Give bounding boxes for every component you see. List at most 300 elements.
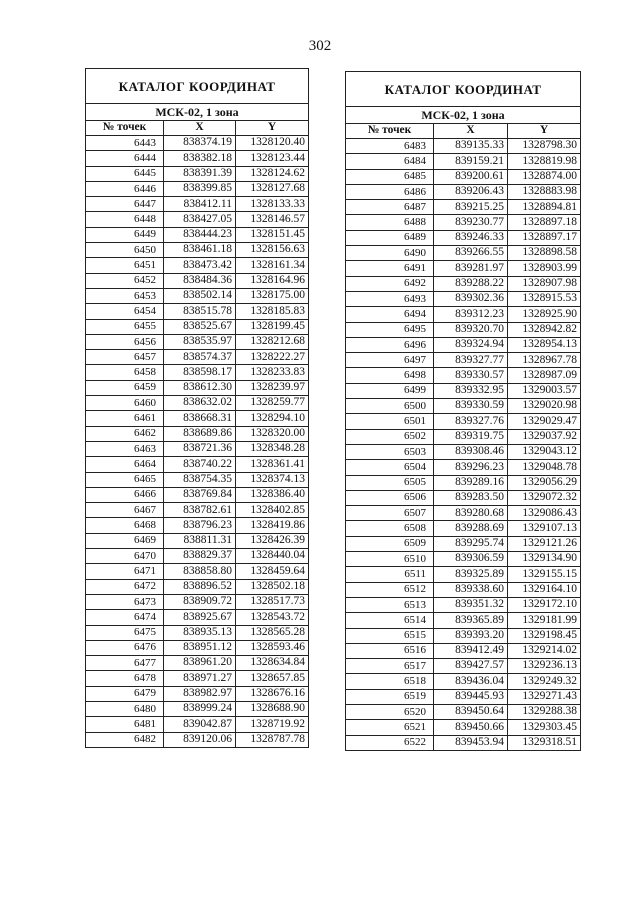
x-coordinate: 838935.13 — [164, 625, 236, 640]
x-coordinate: 839120.06 — [164, 732, 236, 747]
x-coordinate: 839042.87 — [164, 717, 236, 732]
x-coordinate: 838782.61 — [164, 503, 236, 518]
table-row — [346, 490, 581, 505]
y-coordinate: 1329037.92 — [508, 429, 581, 444]
x-coordinate: 838896.52 — [164, 579, 236, 594]
y-coordinate: 1329056.29 — [508, 475, 581, 490]
point-number: 6471 — [86, 564, 164, 579]
x-coordinate: 839427.57 — [434, 659, 508, 674]
x-coordinate: 839283.50 — [434, 490, 508, 505]
y-coordinate: 1328894.81 — [508, 200, 581, 215]
y-coordinate: 1328459.64 — [236, 564, 309, 579]
point-number: 6508 — [346, 521, 434, 536]
point-number: 6456 — [86, 334, 164, 349]
point-number: 6521 — [346, 720, 434, 735]
column-header-y: Y — [236, 121, 309, 136]
x-coordinate: 838982.97 — [164, 686, 236, 701]
y-coordinate: 1328565.28 — [236, 625, 309, 640]
table-row — [346, 154, 581, 169]
x-coordinate: 839159.21 — [434, 154, 508, 169]
x-coordinate: 838574.37 — [164, 350, 236, 365]
point-number: 6469 — [86, 533, 164, 548]
point-number: 6472 — [86, 579, 164, 594]
x-coordinate: 839312.23 — [434, 307, 508, 322]
table-row — [86, 594, 309, 609]
y-coordinate: 1329155.15 — [508, 567, 581, 582]
x-coordinate: 838473.42 — [164, 258, 236, 273]
x-coordinate: 839289.16 — [434, 475, 508, 490]
x-coordinate: 839246.33 — [434, 230, 508, 245]
point-number: 6519 — [346, 689, 434, 704]
x-coordinate: 838525.67 — [164, 319, 236, 334]
point-number: 6488 — [346, 215, 434, 230]
y-coordinate: 1328819.98 — [508, 154, 581, 169]
y-coordinate: 1328954.13 — [508, 337, 581, 352]
y-coordinate: 1328787.78 — [236, 732, 309, 747]
table-row — [86, 457, 309, 472]
y-coordinate: 1328925.90 — [508, 307, 581, 322]
point-number: 6480 — [86, 701, 164, 716]
x-coordinate: 838632.02 — [164, 396, 236, 411]
x-coordinate: 838374.19 — [164, 136, 236, 151]
x-coordinate: 839296.23 — [434, 460, 508, 475]
x-coordinate: 838769.84 — [164, 487, 236, 502]
catalog-body — [346, 139, 581, 751]
x-coordinate: 838535.97 — [164, 334, 236, 349]
x-coordinate: 839281.97 — [434, 261, 508, 276]
x-coordinate: 839332.95 — [434, 383, 508, 398]
x-coordinate: 839319.75 — [434, 429, 508, 444]
point-number: 6455 — [86, 319, 164, 334]
table-row — [86, 564, 309, 579]
x-coordinate: 839230.77 — [434, 215, 508, 230]
y-coordinate: 1329043.12 — [508, 444, 581, 459]
point-number: 6468 — [86, 518, 164, 533]
y-coordinate: 1329020.98 — [508, 399, 581, 414]
table-row — [346, 735, 581, 750]
point-number: 6504 — [346, 460, 434, 475]
table-row — [346, 506, 581, 521]
y-coordinate: 1328133.33 — [236, 197, 309, 212]
y-coordinate: 1329249.32 — [508, 674, 581, 689]
table-row — [86, 640, 309, 655]
table-row — [86, 227, 309, 242]
point-number: 6479 — [86, 686, 164, 701]
x-coordinate: 839320.70 — [434, 322, 508, 337]
y-coordinate: 1328719.92 — [236, 717, 309, 732]
point-number: 6497 — [346, 353, 434, 368]
point-number: 6505 — [346, 475, 434, 490]
table-row — [346, 200, 581, 215]
table-row — [86, 610, 309, 625]
table-row — [346, 536, 581, 551]
point-number: 6492 — [346, 276, 434, 291]
table-row — [86, 426, 309, 441]
table-row — [86, 151, 309, 166]
point-number: 6518 — [346, 674, 434, 689]
x-coordinate: 838740.22 — [164, 457, 236, 472]
y-coordinate: 1329288.38 — [508, 704, 581, 719]
table-row — [346, 582, 581, 597]
table-row — [346, 184, 581, 199]
x-coordinate: 839412.49 — [434, 643, 508, 658]
table-row — [86, 243, 309, 258]
point-number: 6460 — [86, 396, 164, 411]
y-coordinate: 1328897.17 — [508, 230, 581, 245]
y-coordinate: 1328915.53 — [508, 291, 581, 306]
x-coordinate: 839327.76 — [434, 414, 508, 429]
table-row — [86, 549, 309, 564]
x-coordinate: 839206.43 — [434, 184, 508, 199]
x-coordinate: 839295.74 — [434, 536, 508, 551]
table-row — [346, 597, 581, 612]
y-coordinate: 1329048.78 — [508, 460, 581, 475]
x-coordinate: 838391.39 — [164, 166, 236, 181]
catalog-title: КАТАЛОГ КООРДИНАТ — [346, 72, 581, 107]
table-row — [346, 567, 581, 582]
x-coordinate: 839330.57 — [434, 368, 508, 383]
y-coordinate: 1328593.46 — [236, 640, 309, 655]
catalog-body — [86, 136, 309, 748]
y-coordinate: 1328320.00 — [236, 426, 309, 441]
x-coordinate: 838721.36 — [164, 441, 236, 456]
y-coordinate: 1329236.13 — [508, 659, 581, 674]
table-row — [86, 380, 309, 395]
point-number: 6507 — [346, 506, 434, 521]
x-coordinate: 839365.89 — [434, 613, 508, 628]
y-coordinate: 1328185.83 — [236, 304, 309, 319]
point-number: 6485 — [346, 169, 434, 184]
table-row — [86, 212, 309, 227]
table-row — [86, 396, 309, 411]
point-number: 6462 — [86, 426, 164, 441]
x-coordinate: 838829.37 — [164, 549, 236, 564]
point-number: 6489 — [346, 230, 434, 245]
point-number: 6506 — [346, 490, 434, 505]
y-coordinate: 1328419.86 — [236, 518, 309, 533]
table-row — [86, 319, 309, 334]
point-number: 6493 — [346, 291, 434, 306]
x-coordinate: 838909.72 — [164, 594, 236, 609]
point-number: 6496 — [346, 337, 434, 352]
y-coordinate: 1328402.85 — [236, 503, 309, 518]
y-coordinate: 1328676.16 — [236, 686, 309, 701]
x-coordinate: 838412.11 — [164, 197, 236, 212]
y-coordinate: 1328212.68 — [236, 334, 309, 349]
y-coordinate: 1328348.28 — [236, 441, 309, 456]
x-coordinate: 839280.68 — [434, 506, 508, 521]
point-number: 6522 — [346, 735, 434, 750]
point-number: 6453 — [86, 288, 164, 303]
y-coordinate: 1328222.27 — [236, 350, 309, 365]
point-number: 6517 — [346, 659, 434, 674]
y-coordinate: 1328903.99 — [508, 261, 581, 276]
column-header-point: № точек — [86, 121, 164, 136]
y-coordinate: 1329318.51 — [508, 735, 581, 750]
x-coordinate: 839325.89 — [434, 567, 508, 582]
y-coordinate: 1328239.97 — [236, 380, 309, 395]
column-header-x: X — [434, 124, 508, 139]
table-row — [86, 671, 309, 686]
x-coordinate: 839215.25 — [434, 200, 508, 215]
point-number: 6459 — [86, 380, 164, 395]
y-coordinate: 1328907.98 — [508, 276, 581, 291]
x-coordinate: 838689.86 — [164, 426, 236, 441]
point-number: 6477 — [86, 656, 164, 671]
page-number: 302 — [308, 38, 332, 54]
point-number: 6450 — [86, 243, 164, 258]
x-coordinate: 839351.32 — [434, 597, 508, 612]
y-coordinate: 1328897.18 — [508, 215, 581, 230]
y-coordinate: 1329172.10 — [508, 597, 581, 612]
point-number: 6513 — [346, 597, 434, 612]
x-coordinate: 839330.59 — [434, 399, 508, 414]
table-row — [346, 613, 581, 628]
y-coordinate: 1328294.10 — [236, 411, 309, 426]
table-row — [346, 689, 581, 704]
x-coordinate: 838858.80 — [164, 564, 236, 579]
y-coordinate: 1328634.84 — [236, 656, 309, 671]
point-number: 6447 — [86, 197, 164, 212]
point-number: 6449 — [86, 227, 164, 242]
point-number: 6458 — [86, 365, 164, 380]
y-coordinate: 1329003.57 — [508, 383, 581, 398]
y-coordinate: 1328967.78 — [508, 353, 581, 368]
x-coordinate: 838971.27 — [164, 671, 236, 686]
x-coordinate: 839436.04 — [434, 674, 508, 689]
y-coordinate: 1328874.00 — [508, 169, 581, 184]
x-coordinate: 839324.94 — [434, 337, 508, 352]
x-coordinate: 839306.59 — [434, 552, 508, 567]
point-number: 6503 — [346, 444, 434, 459]
point-number: 6457 — [86, 350, 164, 365]
table-row — [86, 304, 309, 319]
point-number: 6515 — [346, 628, 434, 643]
catalog-title: КАТАЛОГ КООРДИНАТ — [86, 69, 309, 104]
table-row — [86, 181, 309, 196]
y-coordinate: 1328386.40 — [236, 487, 309, 502]
table-row — [346, 353, 581, 368]
x-coordinate: 838951.12 — [164, 640, 236, 655]
point-number: 6490 — [346, 246, 434, 261]
table-row — [346, 643, 581, 658]
point-number: 6465 — [86, 472, 164, 487]
table-row — [346, 460, 581, 475]
x-coordinate: 838399.85 — [164, 181, 236, 196]
point-number: 6494 — [346, 307, 434, 322]
y-coordinate: 1329086.43 — [508, 506, 581, 521]
y-coordinate: 1328657.85 — [236, 671, 309, 686]
point-number: 6500 — [346, 399, 434, 414]
x-coordinate: 839453.94 — [434, 735, 508, 750]
y-coordinate: 1328798.30 — [508, 139, 581, 154]
table-row — [346, 307, 581, 322]
x-coordinate: 838484.36 — [164, 273, 236, 288]
y-coordinate: 1328175.00 — [236, 288, 309, 303]
y-coordinate: 1328259.77 — [236, 396, 309, 411]
x-coordinate: 838796.23 — [164, 518, 236, 533]
table-row — [346, 291, 581, 306]
table-row — [86, 472, 309, 487]
y-coordinate: 1328898.58 — [508, 246, 581, 261]
table-row — [346, 414, 581, 429]
table-row — [346, 139, 581, 154]
table-row — [346, 322, 581, 337]
y-coordinate: 1329303.45 — [508, 720, 581, 735]
x-coordinate: 839135.33 — [434, 139, 508, 154]
table-row — [86, 686, 309, 701]
table-row — [86, 288, 309, 303]
x-coordinate: 838598.17 — [164, 365, 236, 380]
point-number: 6452 — [86, 273, 164, 288]
table-row — [346, 659, 581, 674]
y-coordinate: 1329271.43 — [508, 689, 581, 704]
y-coordinate: 1329181.99 — [508, 613, 581, 628]
point-number: 6476 — [86, 640, 164, 655]
table-row — [86, 625, 309, 640]
point-number: 6443 — [86, 136, 164, 151]
point-number: 6520 — [346, 704, 434, 719]
table-row — [346, 552, 581, 567]
point-number: 6444 — [86, 151, 164, 166]
table-row — [86, 579, 309, 594]
x-coordinate: 838427.05 — [164, 212, 236, 227]
y-coordinate: 1329214.02 — [508, 643, 581, 658]
x-coordinate: 839200.61 — [434, 169, 508, 184]
y-coordinate: 1328120.40 — [236, 136, 309, 151]
table-row — [346, 475, 581, 490]
y-coordinate: 1328517.73 — [236, 594, 309, 609]
column-header-point: № точек — [346, 124, 434, 139]
x-coordinate: 839288.69 — [434, 521, 508, 536]
y-coordinate: 1329198.45 — [508, 628, 581, 643]
y-coordinate: 1328156.63 — [236, 243, 309, 258]
point-number: 6484 — [346, 154, 434, 169]
point-number: 6495 — [346, 322, 434, 337]
x-coordinate: 838461.18 — [164, 243, 236, 258]
x-coordinate: 839338.60 — [434, 582, 508, 597]
point-number: 6481 — [86, 717, 164, 732]
y-coordinate: 1328987.09 — [508, 368, 581, 383]
point-number: 6482 — [86, 732, 164, 747]
x-coordinate: 838961.20 — [164, 656, 236, 671]
table-row — [346, 276, 581, 291]
point-number: 6501 — [346, 414, 434, 429]
x-coordinate: 838754.35 — [164, 472, 236, 487]
x-coordinate: 838668.31 — [164, 411, 236, 426]
table-row — [86, 136, 309, 151]
y-coordinate: 1329107.13 — [508, 521, 581, 536]
y-coordinate: 1329134.90 — [508, 552, 581, 567]
x-coordinate: 838502.14 — [164, 288, 236, 303]
point-number: 6510 — [346, 552, 434, 567]
table-row — [86, 166, 309, 181]
catalog-subtitle: МСК-02, 1 зона — [346, 107, 581, 124]
x-coordinate: 838382.18 — [164, 151, 236, 166]
point-number: 6512 — [346, 582, 434, 597]
point-number: 6464 — [86, 457, 164, 472]
table-row — [86, 732, 309, 747]
point-number: 6514 — [346, 613, 434, 628]
point-number: 6511 — [346, 567, 434, 582]
x-coordinate: 838925.67 — [164, 610, 236, 625]
point-number: 6463 — [86, 441, 164, 456]
table-row — [86, 487, 309, 502]
table-row — [86, 533, 309, 548]
x-coordinate: 839302.36 — [434, 291, 508, 306]
coordinate-catalog-right — [345, 71, 581, 751]
x-coordinate: 839445.93 — [434, 689, 508, 704]
point-number: 6467 — [86, 503, 164, 518]
table-row — [86, 197, 309, 212]
point-number: 6445 — [86, 166, 164, 181]
table-row — [86, 441, 309, 456]
table-row — [86, 258, 309, 273]
point-number: 6516 — [346, 643, 434, 658]
table-row — [346, 246, 581, 261]
y-coordinate: 1329121.26 — [508, 536, 581, 551]
y-coordinate: 1328942.82 — [508, 322, 581, 337]
y-coordinate: 1328543.72 — [236, 610, 309, 625]
table-row — [86, 350, 309, 365]
table-row — [346, 399, 581, 414]
table-row — [346, 674, 581, 689]
x-coordinate: 839450.64 — [434, 704, 508, 719]
y-coordinate: 1328374.13 — [236, 472, 309, 487]
table-row — [346, 720, 581, 735]
y-coordinate: 1328127.68 — [236, 181, 309, 196]
table-row — [86, 365, 309, 380]
table-row — [86, 503, 309, 518]
table-row — [346, 215, 581, 230]
coordinate-catalog-left — [85, 68, 309, 748]
y-coordinate: 1328161.34 — [236, 258, 309, 273]
table-row — [346, 628, 581, 643]
point-number: 6448 — [86, 212, 164, 227]
point-number: 6478 — [86, 671, 164, 686]
table-row — [346, 521, 581, 536]
x-coordinate: 839393.20 — [434, 628, 508, 643]
x-coordinate: 838515.78 — [164, 304, 236, 319]
y-coordinate: 1328440.04 — [236, 549, 309, 564]
table-row — [346, 337, 581, 352]
point-number: 6491 — [346, 261, 434, 276]
point-number: 6454 — [86, 304, 164, 319]
x-coordinate: 839327.77 — [434, 353, 508, 368]
table-row — [86, 411, 309, 426]
point-number: 6486 — [346, 184, 434, 199]
point-number: 6461 — [86, 411, 164, 426]
x-coordinate: 839266.55 — [434, 246, 508, 261]
point-number: 6509 — [346, 536, 434, 551]
table-row — [346, 169, 581, 184]
y-coordinate: 1328146.57 — [236, 212, 309, 227]
point-number: 6475 — [86, 625, 164, 640]
y-coordinate: 1328361.41 — [236, 457, 309, 472]
point-number: 6483 — [346, 139, 434, 154]
point-number: 6474 — [86, 610, 164, 625]
y-coordinate: 1328124.62 — [236, 166, 309, 181]
table-row — [346, 261, 581, 276]
table-row — [86, 518, 309, 533]
point-number: 6451 — [86, 258, 164, 273]
y-coordinate: 1328123.44 — [236, 151, 309, 166]
y-coordinate: 1329164.10 — [508, 582, 581, 597]
point-number: 6502 — [346, 429, 434, 444]
table-row — [346, 230, 581, 245]
point-number: 6473 — [86, 594, 164, 609]
table-row — [86, 273, 309, 288]
